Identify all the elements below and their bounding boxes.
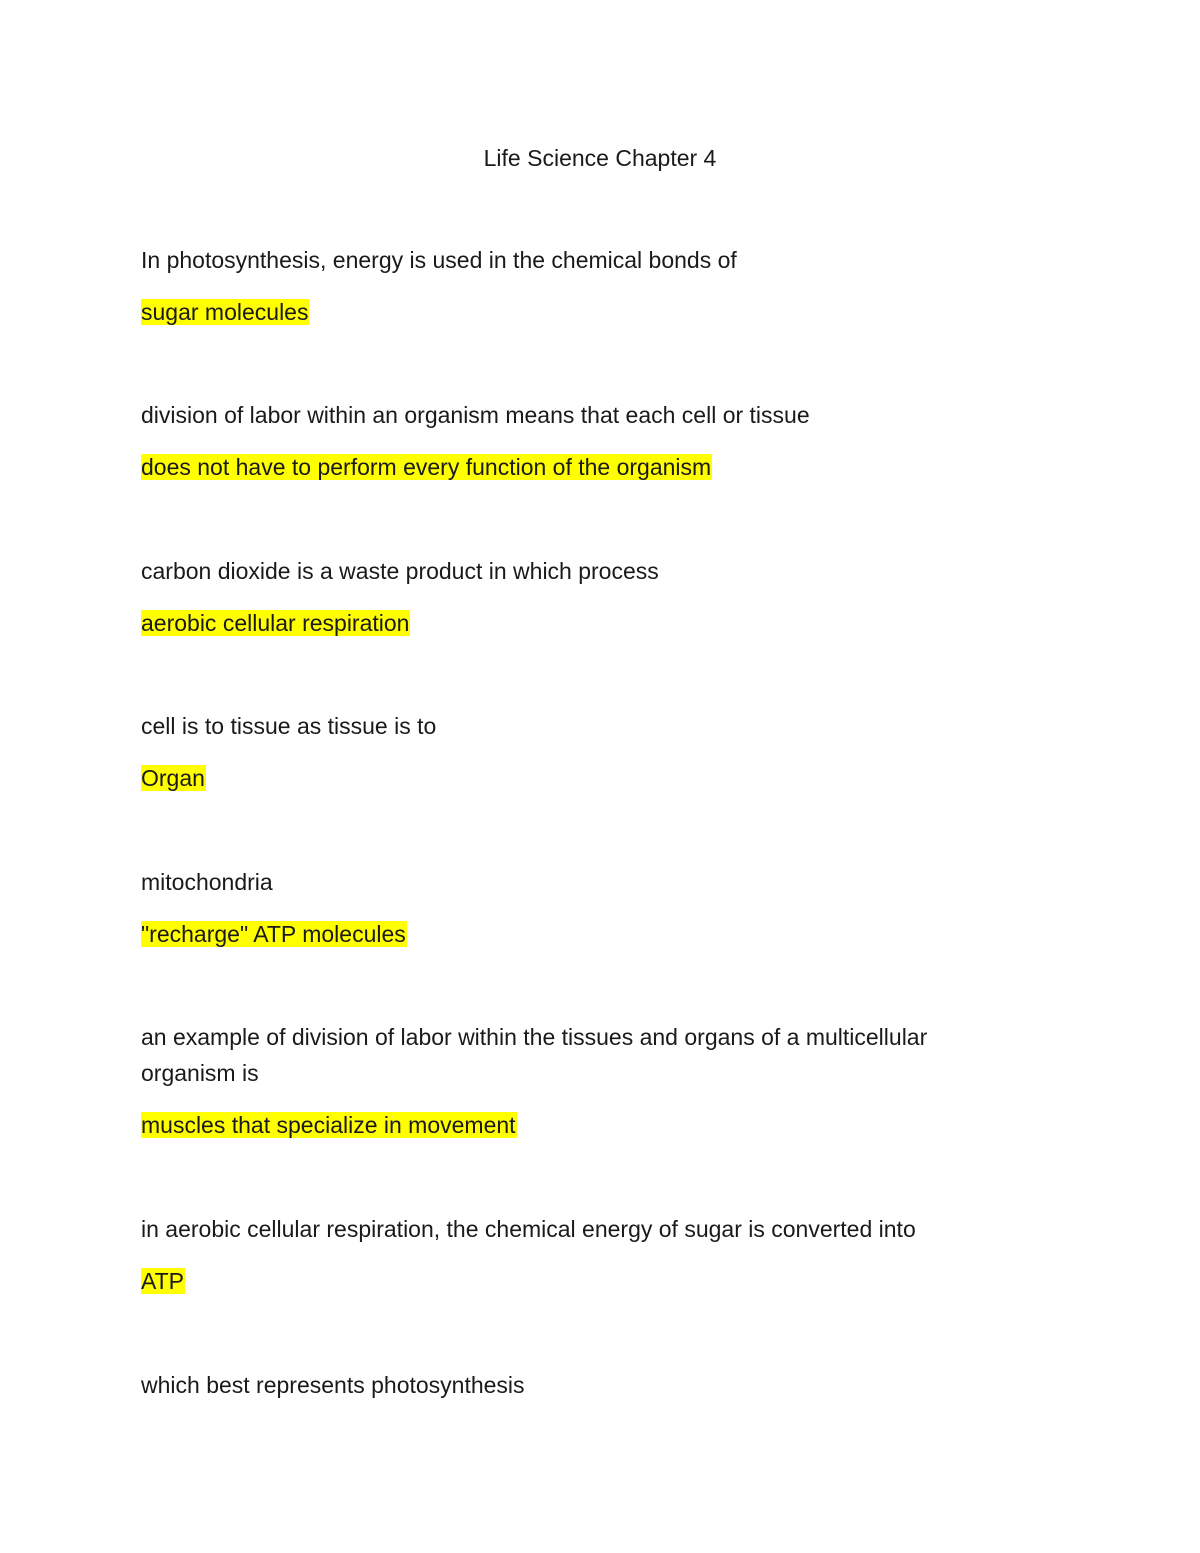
- answer-7: ATP: [141, 1268, 185, 1294]
- question-4: cell is to tissue as tissue is to: [141, 713, 437, 739]
- answer-1: sugar molecules: [141, 299, 309, 325]
- qa-item-7: [141, 1211, 1041, 1299]
- answer-5: "recharge" ATP molecules: [141, 921, 406, 947]
- question-7: in aerobic cellular respiration, the chemical energy of sugar is converted into: [141, 1216, 916, 1242]
- answer-2: does not have to perform every function of the organism: [141, 454, 712, 480]
- qa-item-6: [141, 1019, 1021, 1143]
- qa-item-5: [141, 864, 1041, 952]
- question-8: which best represents photosynthesis: [141, 1372, 525, 1398]
- question-1: In photosynthesis, energy is used in the chemical bonds of: [141, 247, 737, 273]
- qa-item-8: [141, 1367, 1041, 1403]
- question-3: carbon dioxide is a waste product in which process: [141, 558, 659, 584]
- qa-item-3: [141, 553, 1041, 641]
- answer-3: aerobic cellular respiration: [141, 610, 410, 636]
- answer-6: muscles that specialize in movement: [141, 1112, 516, 1138]
- question-2: division of labor within an organism means that each cell or tissue: [141, 402, 810, 428]
- document-title: Life Science Chapter 4: [483, 145, 717, 171]
- qa-item-4: [141, 708, 1041, 796]
- qa-item-1: [141, 242, 1041, 330]
- question-5: mitochondria: [141, 869, 273, 895]
- qa-item-2: [141, 397, 1041, 485]
- question-6: an example of division of labor within the tissues and organs of a multicellular organism is: [141, 1024, 928, 1086]
- answer-4: Organ: [141, 765, 205, 791]
